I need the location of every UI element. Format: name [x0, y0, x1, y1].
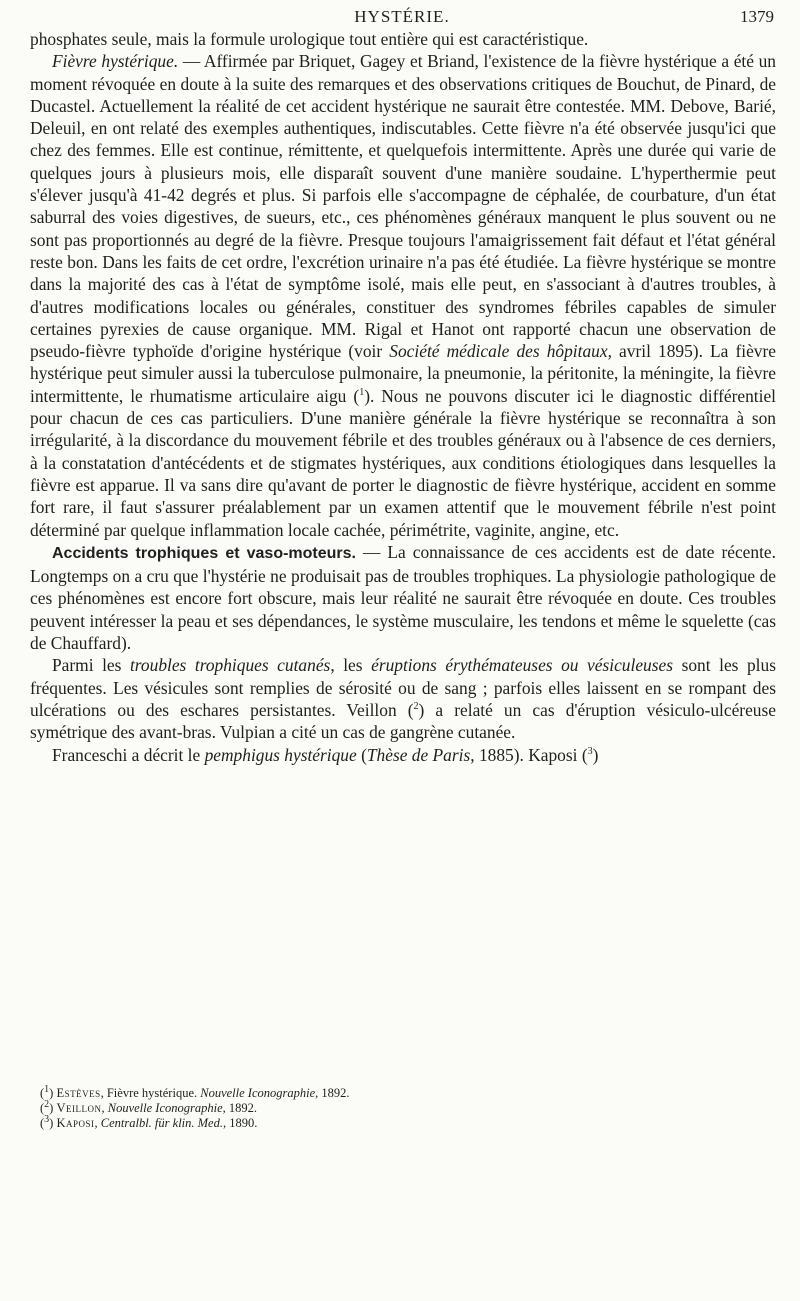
paragraph-text: Franceschi a décrit le	[52, 744, 205, 765]
footnote-mark: 1	[44, 1083, 50, 1095]
paragraph-text: ) a relaté un cas d'éruption vésiculo-ulcéreuse symétrique des avant-bras. Vulpian a cité un cas de gangrène cutanée.	[30, 699, 776, 743]
footnote-text: , Fièvre hystérique.	[100, 1086, 201, 1100]
paragraph	[30, 654, 776, 743]
running-title: HYSTÉRIE.	[354, 7, 450, 26]
italic-term: éruptions érythémateuses ou vésiculeuses	[371, 655, 674, 676]
italic-term: pemphigus hystérique	[204, 744, 357, 765]
paragraph-text: — Affirmée par Briquet, Gagey et Briand, l'existence de la fièvre hystérique a été un moment révoquée en doute à la suite des remarques et des observations critiques de Bouchut, de Pinard, de Ducastel. Actuellement la réalité de cet accident hystérique ne saurait être contestée. MM. Debove, Barié, Deleuil, en ont relaté des exemples authentiques, indiscutables. Cette fièvre n'a été observée jusqu'ici que chez des femmes. Elle est continue, rémittente, et quelquefois intermittente. Après une durée qui varie de quelques jours à plusieurs mois, elle disparaît souvent d'une manière soudaine. L'hyperthermie peut s'élever jusqu'à 41-42 degrés et plus. Si parfois elle s'accompagne de céphalée, de courbature, d'un état saburral des voies digestives, de sueurs, etc., ces phénomènes généraux manquent le plus souvent ou ne sont pas proportionnés au degré de la fièvre. Presque toujours l'amaigrissement fait défaut et l'état général reste bon. Dans les faits de cet ordre, l'excrétion urinaire n'a pas été étudiée. La fièvre hystérique se montre dans la majorité des cas à l'état de symptôme isolé, mais elle peut, en s'associant à d'autres troubles, à d'autres modifications locales ou générales, constituer des syndromes fébriles capables de simuler certaines pyrexies de cause organique. MM. Rigal et Hanot ont rapporté chacun une observation de pseudo-fièvre typhoïde d'origine hystérique (voir	[30, 51, 776, 362]
paragraph	[30, 744, 776, 766]
paragraph-text: sont les plus fréquentes. Les vésicules sont remplies de sérosité ou de sang ; parfois elles laissent en se rompant des ulcérations ou des eschares persistantes. Veillon (	[30, 655, 776, 720]
paragraph-text: (	[356, 744, 367, 765]
footnote-ref: 2	[413, 701, 419, 713]
footnote-author: Kaposi	[56, 1116, 95, 1130]
paragraph-text: phosphates seule, mais la formule urologique tout entière qui est caractéristique.	[30, 29, 589, 49]
paragraph-text: ). Nous ne pouvons discuter ici le diagnostic différentiel pour chacun de ces cas particuliers. D'une manière générale la fièvre hystérique se reconnaîtra à son irrégularité, à la discordance du mouvement fébrile et des troubles généraux ou à l'absence de ces derniers, à la constatation d'antécédents et de stigmates hystériques, aux conditions étiologiques dans lesquelles la fièvre est apparue. Il va sans dire qu'avant de porter le diagnostic de fièvre hystérique, accident en somme fort rare, il faut s'assurer préalablement par un examen attentif que le mouvement fébrile n'est point déterminé par quelque inflammation locale cachée, périmétrite, vaginite, angine, etc.	[30, 385, 777, 540]
footnote-author: Estèves	[56, 1086, 101, 1100]
paragraph	[30, 28, 776, 50]
footnote-year: , 1892.	[222, 1101, 258, 1115]
italic-term: troubles trophiques cutanés	[129, 655, 331, 676]
footnote: ($^2$) Veillon, Nouvelle Iconographie, 1892.	[40, 1098, 258, 1115]
body-text	[30, 28, 776, 766]
paragraph-fievre-hysterique	[30, 50, 776, 541]
footnote-source: Nouvelle Iconographie	[200, 1086, 316, 1100]
footnote-year: , 1890.	[222, 1116, 258, 1130]
footnote-mark: 3	[44, 1113, 50, 1125]
running-head	[30, 7, 774, 29]
paragraph-text: , les	[330, 655, 372, 676]
footnote-ref: 3	[587, 745, 593, 757]
paragraph-accidents-trophiques	[30, 541, 776, 654]
paragraph-text: , 1885). Kaposi (	[470, 744, 588, 765]
paragraph-text: avril 1895). La fièvre hystérique peut simuler aussi la tuberculose pulmonaire, la pneumonie, la péritonite, la méningite, la fièvre intermittente, le rhumatisme articulaire aigu (	[30, 341, 776, 406]
page-number: 1379	[740, 7, 774, 26]
footnote-ref: 1	[359, 386, 365, 398]
footnotes	[40, 1083, 770, 1131]
footnote-source: Centralbl. für klin. Med.	[100, 1116, 223, 1130]
reference-title: Société médicale des hôpitaux,	[389, 341, 612, 362]
footnote-mark: 2	[44, 1098, 50, 1110]
reference-title: Thèse de Paris	[366, 744, 471, 765]
footnote: ($^3$) Kaposi, Centralbl. für klin. Med., 1890.	[40, 1113, 258, 1130]
footnote-author: Veillon	[56, 1101, 102, 1115]
footnote-text: ,	[94, 1116, 101, 1130]
footnote-source: Nouvelle Iconographie	[107, 1101, 223, 1115]
paragraph-text: — La connaissance de ces accidents est de date récente. Longtemps on a cru que l'hystérie ne produisait pas de troubles trophiques. La physiologie pathologique de ces phénomènes est encore fort obscure, mais leur réalité ne saurait être révoquée en doute. Ces troubles peuvent intéresser la peau et ses dépendances, le système musculaire, les tendons et même le squelette (cas de Chauffard).	[30, 541, 776, 654]
paragraph-text: Parmi les	[52, 655, 130, 676]
section-title: Fièvre hystérique.	[52, 51, 179, 72]
paragraph-text: )	[592, 744, 599, 765]
footnote-year: , 1892.	[315, 1086, 350, 1100]
section-title: Accidents trophiques et vaso-moteurs.	[52, 544, 357, 562]
footnote: ($^1$) Estèves, Fièvre hystérique. Nouvelle Iconographie, 1892.	[40, 1083, 350, 1100]
footnote-text: ,	[101, 1101, 108, 1115]
